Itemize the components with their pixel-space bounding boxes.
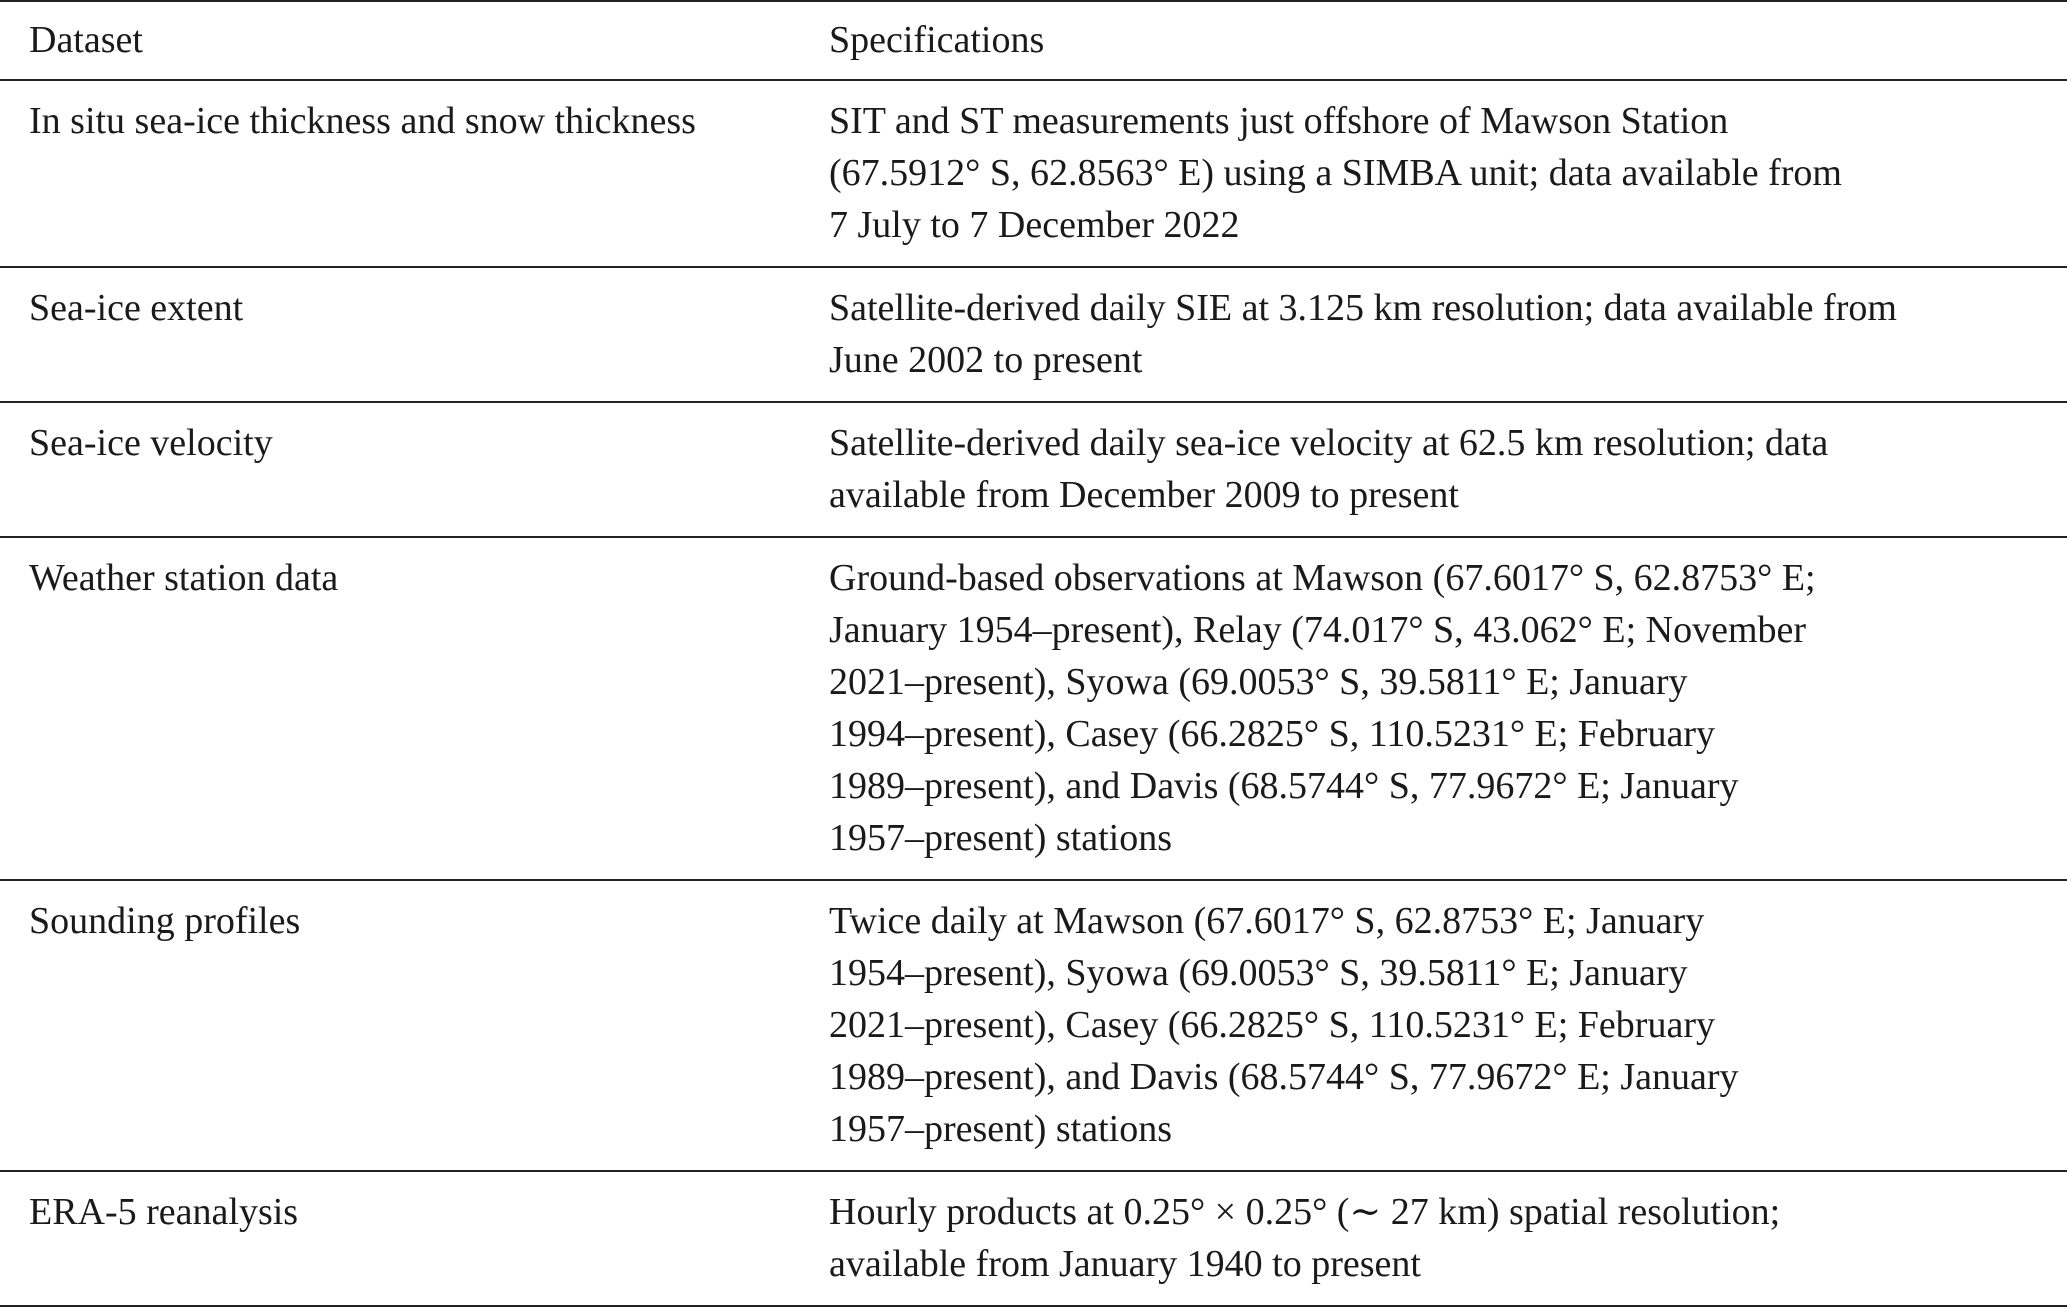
specifications-text: Hourly products at 0.25° × 0.25° (∼ 27 km) spatial resolution; available from January 1940 to present (829, 1191, 1781, 1285)
table-body (0, 80, 2067, 1306)
dataset-cell: Weather station data (29, 557, 339, 599)
specifications-text: Ground-based observations at Mawson (67.6017° S, 62.8753° E; January 1954–present), Relay (74.017° S, 43.062° E; November 2021–present), Syowa (69.0053° S, 39.5811° E; January 1994–present), Casey (66.2825° S, 110.5231° E; February 1989–present), and Davis (68.5744° S, 77.9672° E; January 1957–present) stations (829, 557, 1816, 859)
table-row (0, 267, 2067, 402)
specifications-column-header: Specifications (829, 19, 1045, 61)
header-row (0, 1, 2067, 80)
table-row (0, 1171, 2067, 1306)
dataset-cell: Sea-ice extent (29, 287, 244, 329)
specifications-cell (828, 880, 2067, 1171)
specifications-cell (828, 1171, 2067, 1306)
specifications-cell (828, 537, 2067, 880)
table-header (0, 1, 2067, 80)
dataset-cell: In situ sea-ice thickness and snow thickness (29, 100, 696, 142)
dataset-cell: ERA-5 reanalysis (29, 1191, 299, 1233)
specifications-text: Satellite-derived daily SIE at 3.125 km resolution; data available from June 2002 to present (829, 287, 1897, 381)
specifications-cell (828, 402, 2067, 537)
table-row (0, 80, 2067, 267)
table-row (0, 402, 2067, 537)
specifications-cell (828, 80, 2067, 267)
dataset-column-header: Dataset (29, 19, 143, 61)
specifications-text: Twice daily at Mawson (67.6017° S, 62.8753° E; January 1954–present), Syowa (69.0053° S, 39.5811° E; January 2021–present), Casey (66.2825° S, 110.5231° E; February 1989–present), and Davis (68.5744° S, 77.9672° E; January 1957–present) stations (829, 900, 1739, 1150)
dataset-cell: Sounding profiles (29, 900, 301, 942)
specifications-cell (828, 267, 2067, 402)
table-row (0, 880, 2067, 1171)
dataset-cell: Sea-ice velocity (29, 422, 273, 464)
table-row (0, 537, 2067, 880)
specifications-text: SIT and ST measurements just offshore of Mawson Station (67.5912° S, 62.8563° E) using a SIMBA unit; data available from 7 July to 7 December 2022 (829, 100, 1842, 246)
specifications-text: Satellite-derived daily sea-ice velocity at 62.5 km resolution; data available from December 2009 to present (829, 422, 1829, 516)
